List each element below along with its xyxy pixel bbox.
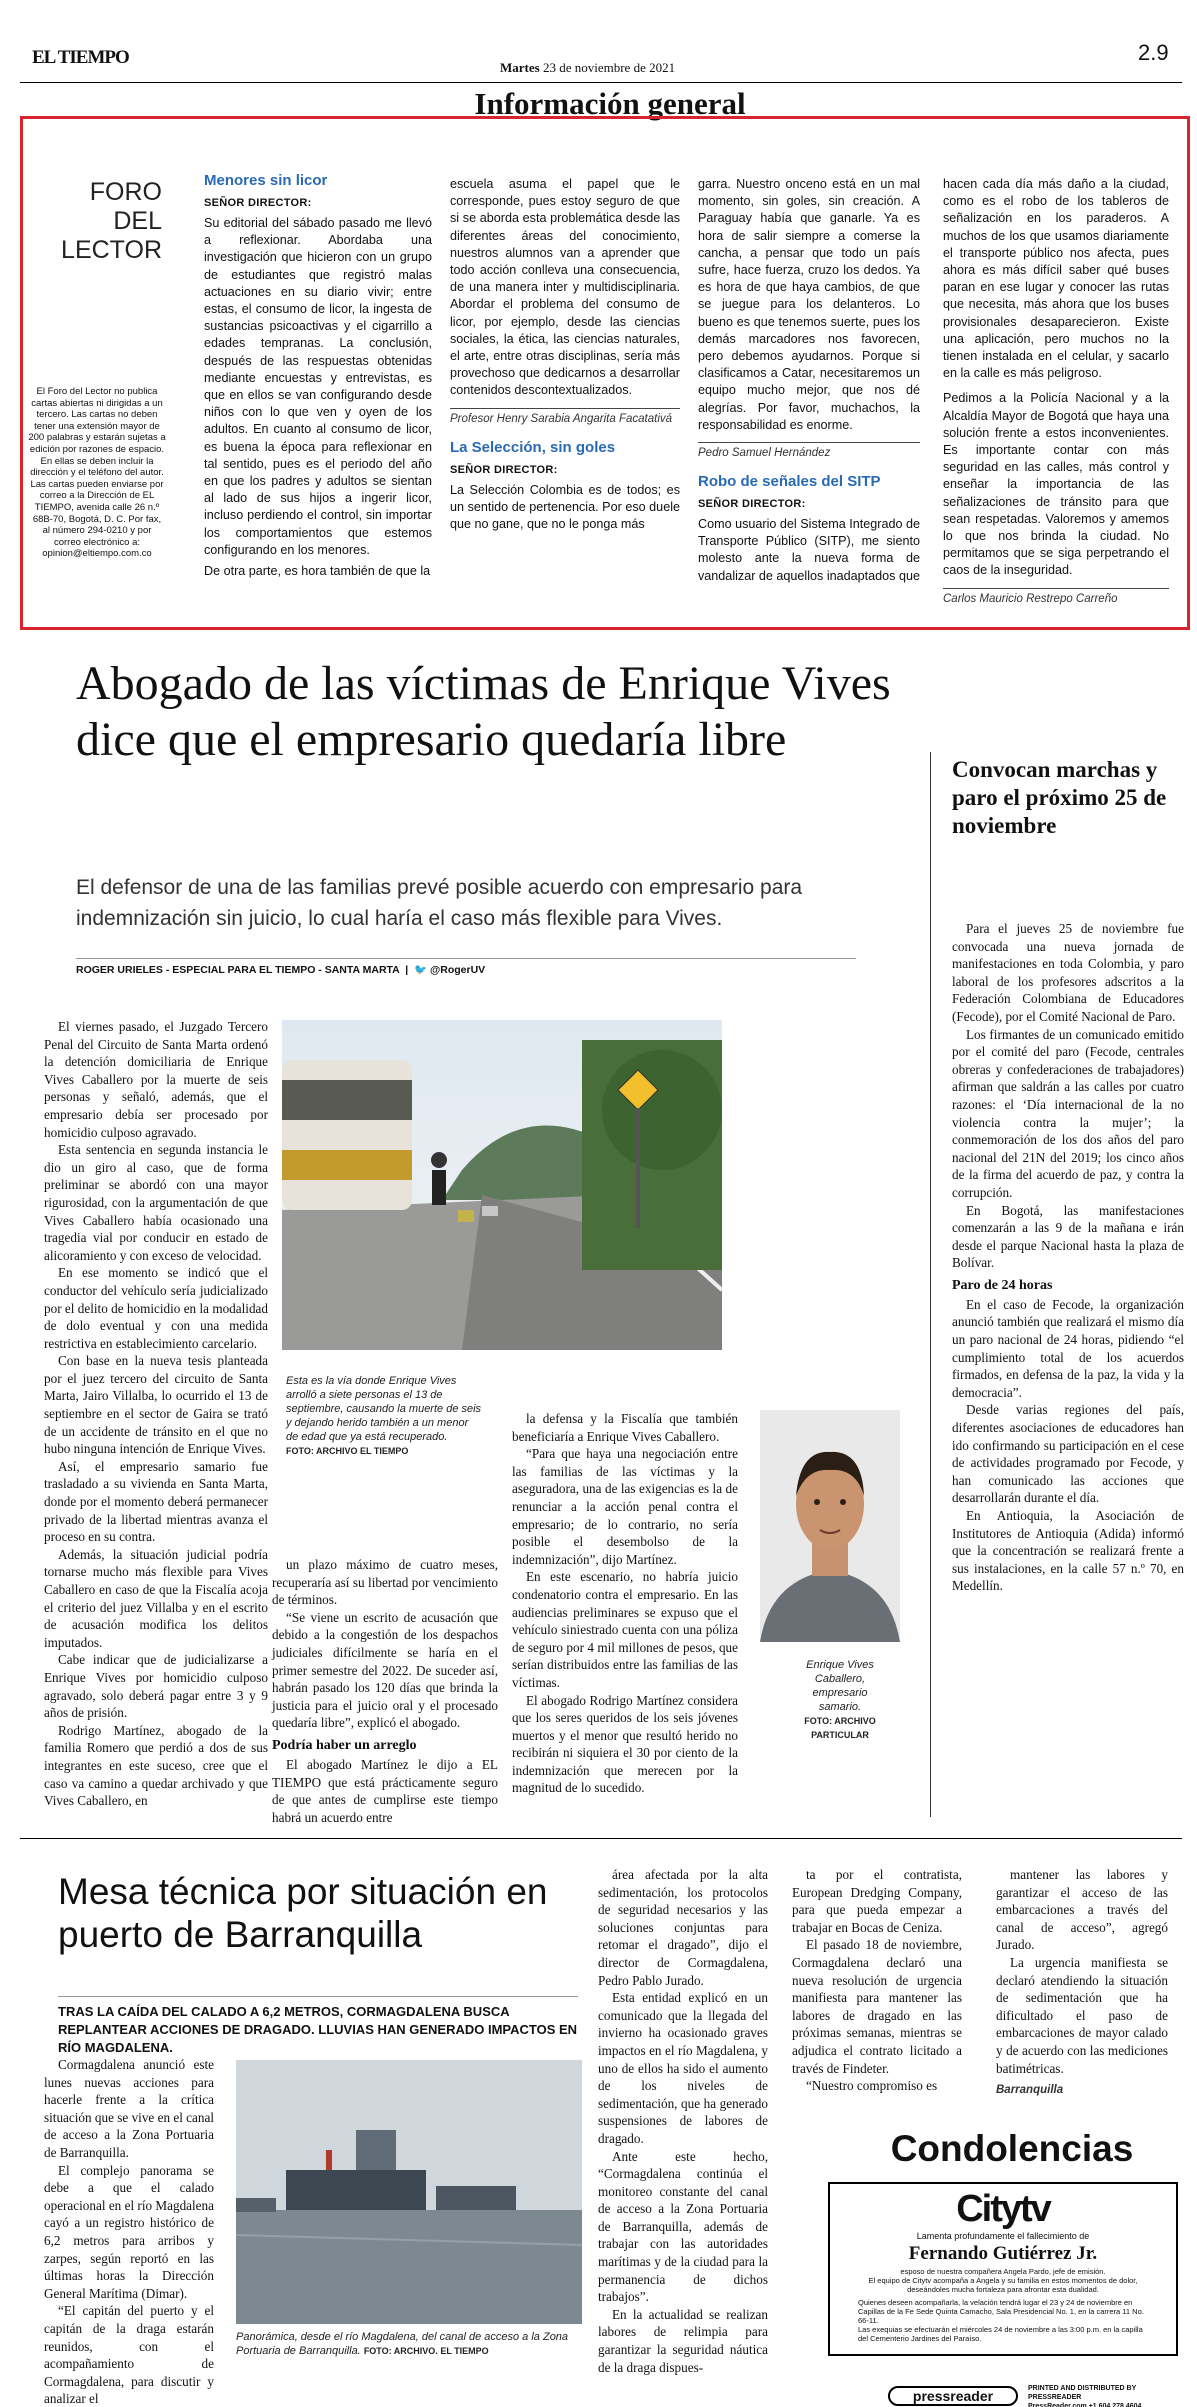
paragraph: “Para que haya una negociación entre las familias de las víctimas y la aseguradora, una de las exigencias es la de renunciar a la acción penal contra el empresario; de lo contrario, no sería posible el desembolso de la indemnización”, dijo Martínez.	[512, 1446, 738, 1567]
port-photo	[236, 2060, 582, 2324]
paragraph: Además, la situación judicial podría tornarse mucho más flexible para Vives Caballero en caso de que la Fiscalía acoja el criterio del juez Villalba y en el escrito de acusación modifica los delitos imputados.	[44, 1546, 268, 1650]
letter1-paragraph: escuela asuma el papel que le corresponde, pues estoy seguro de que si se aborda esta problemática desde las diferentes áreas del conocimiento, nuestros alumnos van a aprender que todo acción conlleva una consecuencia, de una manera inter y multidisciplinaria. Abordar el problema del consumo de licor, por ejemplo, desde las ciencias sociales, la ética, las ciencias naturales, el arte, entre otras disciplinas, sería más provechoso que dedicarnos a desarrollar contenidos descontextualizados.	[450, 177, 680, 398]
twitter-icon: 🐦	[414, 964, 428, 976]
condolencias-title: Condolencias	[890, 2128, 1134, 2169]
letter3-paragraph: Como usuario del Sistema Integrado de Transporte Público (SITP), me siento molesto ante la nueva forma de vandalizar de aquellos inadaptados que	[698, 517, 920, 583]
paragraph: Esta sentencia en segunda instancia le dio un giro al caso, que de forma preliminar se abordó con una mayor rigurosidad, con la argumentación de que Vives Caballero había ocasionado una tragedia vial por conducir en estado de alicoramiento y con exceso de velocidad.	[44, 1142, 268, 1263]
paragraph: La urgencia manifiesta se declaró atendiendo la situación de sedimentación que ha dificultado el paso de embarcaciones de mayor calado y de acuerdo con las mediciones batimétricas.	[996, 1954, 1168, 2076]
letter2-paragraph: La Selección Colombia es de todos; es un sentido de pertenencia. Por eso duele que no gane, que no le ponga más	[450, 482, 680, 532]
foro-note: El Foro del Lector no publica cartas abiertas ni dirigidas a un tercero. Las cartas no deben tener una extensión mayor de 200 palabras y estarán sujetas a edición por razones de espacio. En ellas se deben incluir la dirección y el teléfono del autor. Las cartas pueden enviarse por correo a la Dirección de EL TIEMPO, avenida calle 26 n.º 68B-70, Bogotá, D. C. Por fax, al número 294-0210 y por correo electrónico a: opinion@eltiempo.com.co	[28, 386, 166, 560]
photo3-caption-text: Panorámica, desde el río Magdalena, del canal de acceso a la Zona Portuaria de Barranquilla.	[236, 2331, 569, 2357]
photo2-caption-text: Enrique Vives Caballero, empresario samario.	[806, 1659, 874, 1713]
article-column-3	[512, 1410, 738, 1797]
condolencias-line: Las exequias se efectuarán el miércoles 24 de noviembre a las 3:00 p.m. en la capilla del Cementerio Jardines del Paraíso.	[858, 2325, 1143, 2343]
article-byline: ROGER URIELES - ESPECIAL PARA EL TIEMPO - SANTA MARTA | 🐦 @RogerUV	[76, 958, 856, 976]
letter2-paragraph: garra. Nuestro onceno está en un mal momento, sin goles, sin creación. A Paraguay había que ganarle. Ya es hora de salir siempre a comerse la cancha, a pensar que todo un país sufre, hace fuerza, cruzo los dedos. Ya es hora de que haya cambios, de que se juegue para los delanteros. Lo bueno es que tenemos suerte, pues los demás marcadores nos favorecen, pero debemos ayudarnos. Porque si clasificamos a Catar, necesitaremos un equipo mucho mejor, que nos dé alegrías. Por favor, muchachos, la responsabilidad es enorme.	[698, 177, 920, 432]
date: 23 de noviembre de 2021	[542, 60, 676, 75]
enrique-vives-portrait	[760, 1410, 900, 1642]
byline-author: ROGER URIELES - ESPECIAL PARA EL TIEMPO - SANTA MARTA	[76, 964, 400, 976]
sidebar-headline: Convocan marchas y paro el próximo 25 de noviembre	[952, 757, 1167, 838]
letter3-signature: Carlos Mauricio Restrepo Carreño	[943, 592, 1118, 605]
foro-title-line2: LECTOR	[61, 236, 162, 264]
mesa-dateline: Barranquilla	[996, 2084, 1064, 2096]
paragraph: Desde varias regiones del país, diferentes asociaciones de educadores han ido confirmando su participación en el cese de actividades programado por Fecode, y han comunicado las acciones que desarrollarán durante el día.	[952, 1402, 1184, 1506]
article-headline: Abogado de las víctimas de Enrique Vives dice que el empresario quedaría libre	[76, 657, 891, 766]
paragraph: “Se viene un escrito de acusación que debido a la congestión de los despachos judiciales difícilmente se haría en el primer semestre del 2022. De suceder así, habrán pasado los 120 días que brinda la justicia para el juicio oral y el procesado quedaría libre”, explicó el abogado.	[272, 1609, 498, 1731]
letter3-column	[943, 176, 1169, 605]
paragraph: En el caso de Fecode, la organización anunció también que realizará el mismo día un paro nacional de 24 horas, pidiendo “el cumplimiento total de los acuerdos firmados, en defensa de la paz, la vida y la democracia”.	[952, 1296, 1184, 1400]
condolencias-line: El equipo de Citytv acompaña a Angela y su familia en estos momentos de dolor, deseándoles mucha fortaleza para afrontar esta dualidad.	[868, 2276, 1138, 2294]
condolencias-line: Lamenta profundamente el fallecimiento de	[916, 2231, 1090, 2241]
subheading: Podría haber un arreglo	[272, 1737, 417, 1753]
letter3-title: Robo de señales del SITP	[698, 473, 881, 491]
letter1-paragraph: De otra parte, es hora también de que la	[204, 564, 431, 579]
foro-title-line1: FORO DEL	[89, 178, 162, 235]
newspaper-logo: EL TIEMPO	[32, 47, 129, 68]
photo3-caption	[236, 2330, 582, 2358]
paragraph: En ese momento se indicó que el conductor del vehículo sería judicializado por el delito de homicidio en la modalidad de dolo eventual y con una medida restrictiva en establecimiento carcelario.	[44, 1265, 268, 1351]
paragraph: ta por el contratista, European Dredging Company, para que pueda empezar a trabajar en Bocas de Ceniza.	[792, 1867, 962, 1935]
letter1-column-2	[450, 176, 680, 533]
paragraph: Así, el empresario samario fue trasladado a su vivienda en Santa Marta, donde por el momento deberá permanecer privado de la libertad mientras avanza el proceso en su contra.	[44, 1458, 268, 1545]
paragraph: área afectada por la alta sedimentación, los protocolos de seguridad necesarios y las soluciones conjuntas para retomar el dragado”, dijo el director de Cormagdalena, Pedro Pablo Jurado.	[598, 1867, 768, 1988]
article-column-2	[272, 1556, 498, 1826]
paragraph: El complejo panorama se debe a que el calado operacional en el río Magdalena cayó a un registro histórico de 6,2 metros para arribos y zarpes, según reportó en las últimas horas la Dirección General Marítima (Dimar).	[44, 2162, 214, 2301]
paragraph: En la actualidad se realizan labores de relimpia para garantizar la seguridad náutica de la draga dispues-	[598, 2306, 768, 2375]
letter1-salutation: SEÑOR DIRECTOR:	[204, 197, 312, 209]
paragraph: “El capitán del puerto y el capitán de la draga estarán reunidos, con el acompañamiento de Cormagdalena, para discutir y analizar el	[44, 2303, 214, 2407]
photo3-credit: FOTO: ARCHIVO. EL TIEMPO	[363, 2346, 489, 2356]
mesa-headline: Mesa técnica por situación en puerto de Barranquilla	[58, 1871, 548, 1955]
paragraph: la defensa y la Fiscalía que también beneficiaría a Enrique Vives Caballero.	[512, 1411, 738, 1444]
paragraph: Para el jueves 25 de noviembre fue convocada una nueva jornada de manifestaciones en toda Colombia, y paro laboral de los profesores adscritos a la Federación Colombiana de Educadores (Fecode), por el Comité Nacional de Paro.	[952, 921, 1184, 1024]
paragraph: mantener las labores y garantizar el acceso de las embarcaciones a través del canal de acceso”, agregó Jurado.	[996, 1867, 1168, 1953]
deceased-name: Fernando Gutiérrez Jr.	[908, 2243, 1098, 2264]
paragraph: En Antioquia, la Asociación de Institutores de Antioquia (Adida) informó que la concentración se realizará frente a sus instalaciones, en la calle 57 n.º 70, en Medellín.	[952, 1508, 1184, 1594]
foro-title	[40, 178, 162, 265]
article-deck: El defensor de una de las familias prevé posible acuerdo con empresario para indemnización sin juicio, lo cual haría el caso más flexible para Vives.	[76, 876, 803, 930]
pressreader-notice	[1028, 2384, 1188, 2407]
condolencias-notice	[828, 2182, 1178, 2356]
mesa-column-1	[44, 2056, 214, 2407]
section-title: Información general	[474, 86, 746, 121]
day: Martes	[500, 60, 540, 75]
section-rule	[20, 1838, 1182, 1839]
letter2-signature: Pedro Samuel Hernández	[698, 447, 831, 460]
photo1-credit: FOTO: ARCHIVO EL TIEMPO	[286, 1446, 409, 1456]
citytv-logo: Citytv	[956, 2188, 1050, 2230]
letter2-column	[698, 176, 920, 585]
paragraph: Rodrigo Martínez, abogado de la familia Romero que perdió a dos de sus integrantes en este suceso, cree que el caso va camino a quedar archivado y que Vives Caballero, en	[44, 1722, 268, 1809]
pressreader-logo: pressreader	[888, 2386, 1018, 2406]
accident-road-photo	[282, 1020, 722, 1350]
mesa-column-4	[996, 1866, 1168, 2077]
page-date	[500, 60, 675, 76]
paragraph: El abogado Martínez le dijo a EL TIEMPO que está prácticamente seguro de que antes de cumplirse este tiempo habrá un acuerdo entre	[272, 1756, 498, 1825]
letter3-paragraph: Pedimos a la Policía Nacional y a la Alcaldía Mayor de Bogotá que haya una solución frente a estos inconvenientes. Es importante contar con más seguridad en las calles, más control y enseñar la importancia de las señalizaciones de tránsito para que sean respetadas. Valoremos y amemos lo que nos brinda la ciudad. No permitamos que se siga perpetrando el caos de la inseguridad.	[943, 391, 1169, 578]
pressreader-footer	[888, 2384, 1188, 2406]
sidebar-column	[952, 920, 1184, 1595]
photo1-caption	[286, 1374, 482, 1458]
paragraph: un plazo máximo de cuatro meses, recuperaría así su libertad por vencimiento de términos.	[272, 1557, 498, 1608]
paragraph: Los firmantes de un comunicado emitido por el comité del paro (Fecode, centrales obreras y confederaciones de trabajadores) afirman que saldrán a las calles por cuatro razones: el ‘Día internacional de la no violencia contra la mujer’; la conmemoración de los dos años del paro nacional del 21N del 2019; los cinco años de la firma del acuerdo de paz, y contra la corrupción.	[952, 1026, 1184, 1200]
header-rule	[20, 82, 1182, 83]
paragraph: Con base en la nueva tesis planteada por el juez tercero del circuito de Santa Marta, Jairo Villalba, lo ocurrido el 13 de septiembre en el sector de Gaira se trató de un accidente de tránsito en el que no hubo ninguna intención de Enrique Vives.	[44, 1353, 268, 1457]
pressreader-line1: PRINTED AND DISTRIBUTED BY PRESSREADER	[1028, 2385, 1137, 2401]
paragraph: El viernes pasado, el Juzgado Tercero Penal del Circuito de Santa Marta ordenó la detención domiciliaria de Enrique Vives Caballero por la muerte de seis personas y señaló, además, que el empresario debía ser procesado por homicidio culposo agravado.	[44, 1019, 268, 1140]
paragraph: El pasado 18 de noviembre, Cormagdalena declaró una nueva resolución de urgencia manifiesta para mantener las labores de dragado en las próximas semanas, mientras se adjudica el contrato licitado a través de Findeter.	[792, 1937, 962, 2076]
paragraph: Ante este hecho, “Cormagdalena continúa el monitoreo constante del canal de acceso a la Zona Portuaria de Barranquilla, además de trabajar con las autoridades marítimas y de la ciudad para la permanencia de dichos trabajos”.	[598, 2148, 768, 2305]
photo2-credit: FOTO: ARCHIVO PARTICULAR	[804, 1716, 876, 1740]
letter3-salutation: SEÑOR DIRECTOR:	[698, 498, 806, 511]
letter2-salutation: SEÑOR DIRECTOR:	[450, 463, 558, 476]
pressreader-line2: PressReader.com +1 604 278 4604	[1028, 2403, 1142, 2407]
letter2-title: La Selección, sin goles	[450, 438, 616, 456]
article-column-1	[44, 1018, 268, 1810]
photo1-caption-text: Esta es la vía donde Enrique Vives arrolló a siete personas el 13 de septiembre, causando la muerte de seis y dejando herido también a un menor de edad que ya está recuperado.	[286, 1375, 482, 1443]
letter1-title: Menores sin licor	[204, 172, 328, 189]
letter1-paragraph: Su editorial del sábado pasado me llevó a reflexionar. Abordaba una investigación que hicieron con un grupo de estudiantes que registró malas actuaciones en su diario vivir; entre estas, el consumo de licor, la ingesta de sustancias psicoactivas y el cigarrillo a edades tempranas. La conclusión, después de las respuestas obtenidas mediante encuestas y entrevistas, es que en ellos se van configurando desde niños con lo que ven y oyen de los adultos. En cuanto al consumo de licor, es buena la época para reflexionar en tal sentido, pues es el periodo del año en que los padres y adultos se sientan al lado de sus hijos a ingerir licor, incluso perdiendo el control, sin importar los comportamientos que estemos configurando en los menores.	[204, 216, 432, 557]
paragraph: El abogado Rodrigo Martínez considera que los seres queridos de los seis jóvenes muertos y el menor que resultó herido no recibirán ni siquiera el 30 por ciento de la indemnización que merecen por la magnitud de lo sucedido.	[512, 1692, 738, 1796]
paragraph: Esta entidad explicó en un comunicado que la llegada del invierno ha ocasionado graves impactos en el río Magdalena, y uno de ellos ha sido el aumento de los niveles de sedimentación, que ha generado suspensiones de labores de dragado.	[598, 1990, 768, 2146]
byline-twitter[interactable]: @RogerUV	[430, 964, 486, 976]
paragraph: En este escenario, no habría juicio condenatorio contra el empresario. En las audiencias preliminares se expuso que el vehículo siniestrado cuenta con una póliza de seguro por 4 mil millones de pesos, que serían distribuidos entre las familias de las víctimas.	[512, 1569, 738, 1690]
sidebar-rule	[930, 752, 931, 1817]
paragraph: Cabe indicar que de judicializarse a Enrique Vives por homicidio culposo agravado, solo deberá pagar entre 3 y 9 años de prisión.	[44, 1652, 268, 1721]
page-number: 2.9	[1138, 40, 1169, 65]
subheading: Paro de 24 horas	[952, 1277, 1053, 1293]
letter3-paragraph: hacen cada día más daño a la ciudad, como es el robo de los tableros de señalización en los paraderos. A muchos de los que usamos diariamente el transporte público nos afecta, pues ahora es más difícil saber qué buses paran en ese lugar y conocer las rutas que necesita, más ahora que los buses provisionales desaparecieron. Existe una aplicación, pero muchos no la tienen instalada en el celular, y sacarlo en la calle es más peligroso.	[943, 177, 1169, 381]
condolencias-line: Quienes deseen acompañarla, la velación tendrá lugar el 23 y 24 de noviembre en Capillas de la Fe Sede Quinta Camacho, Sala Presidencial No. 1, en la carrera 11 No. 66-11.	[858, 2298, 1144, 2325]
paragraph: En Bogotá, las manifestaciones comenzarán a las 9 de la mañana e irán desde el parque Nacional hasta la plaza de Bolívar.	[952, 1202, 1184, 1271]
photo2-caption	[790, 1658, 890, 1742]
mesa-deck: TRAS LA CAÍDA DEL CALADO A 6,2 METROS, CORMAGDALENA BUSCA REPLANTEAR ACCIONES DE DRAGADO. LLUVIAS HAN GENERADO IMPACTOS EN RÍO MAGDALENA.	[58, 1996, 578, 2057]
paragraph: “Nuestro compromiso es	[806, 2078, 938, 2094]
condolencias-line: esposo de nuestra compañera Angela Pardo, jefe de emisión.	[900, 2267, 1106, 2276]
letter1-column-1	[204, 172, 432, 580]
letter1-signature: Profesor Henry Sarabia Angarita Facatativá	[450, 412, 673, 425]
paragraph: Cormagdalena anunció este lunes nuevas acciones para hacerle frente a la crítica situación que se vive en el canal de acceso a la Zona Portuaria de Barranquilla.	[44, 2057, 214, 2160]
mesa-column-3	[792, 1866, 962, 2095]
mesa-column-2	[598, 1866, 768, 2376]
